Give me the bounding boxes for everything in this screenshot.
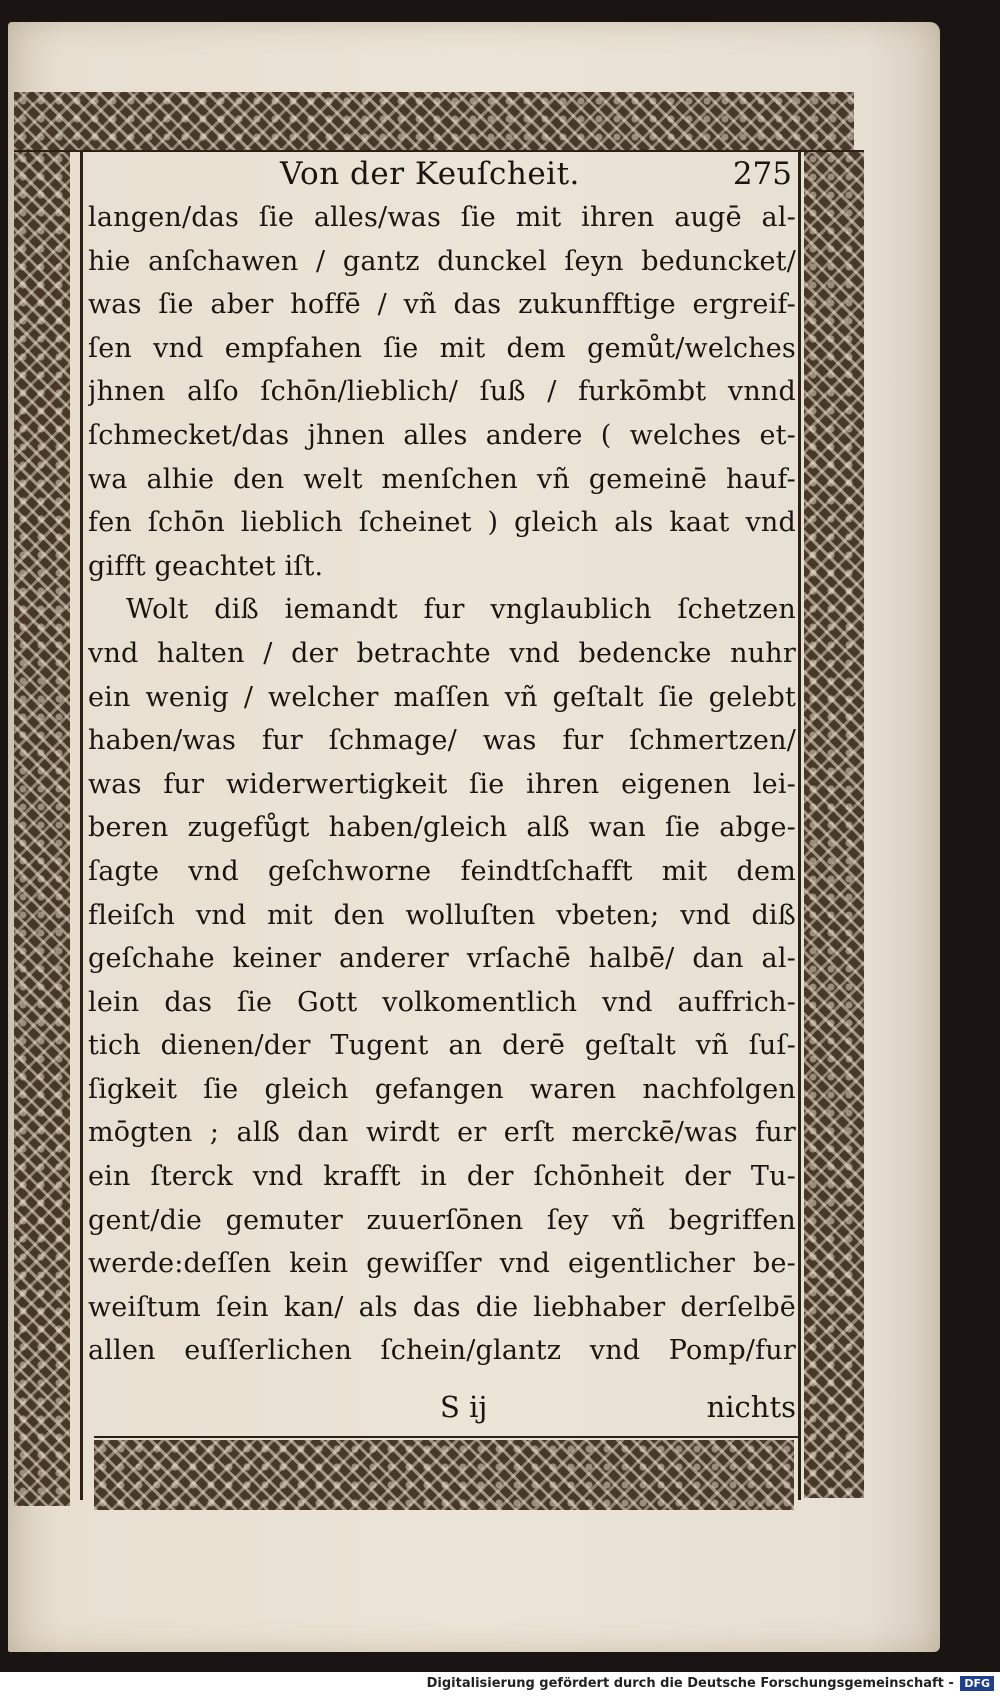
signature-mark: S ij [440, 1390, 488, 1424]
page-footer [90, 1390, 800, 1434]
text-line: beren zugefůgt haben/gleich alß wan ſie abge- [88, 812, 796, 844]
text-line: lein das ſie Gott volkomentlich vnd auffrich- [88, 986, 796, 1018]
page-number: 275 [732, 156, 792, 192]
ornamental-border-bottom [94, 1440, 794, 1510]
text-line: ein wenig / welcher maſſen vñ geſtalt ſie gelebt [88, 681, 796, 713]
text-line: ein ſterck vnd krafft in der ſchōnheit der Tu- [88, 1161, 796, 1193]
digitization-credit [0, 1676, 994, 1696]
text-line: gifft geachtet iſt. [88, 550, 324, 582]
text-line: was fur widerwertigkeit ſie ihren eigenen lei- [88, 768, 796, 800]
text-line: allen euſſerlichen ſchein/glantz vnd Pomp/fur [88, 1335, 796, 1367]
text-line: was ſie aber hoffē / vñ das zukunfftige ergreif- [88, 289, 796, 321]
text-line: ſigkeit ſie gleich gefangen waren nachfolgen [88, 1073, 796, 1105]
text-line: mōgten ; alß dan wirdt er erſt merckē/was fur [88, 1117, 796, 1149]
text-line: weiſtum ſein kan/ als das die liebhaber derſelbē [88, 1291, 796, 1323]
ornamental-border-right [804, 150, 864, 1498]
credit-text: Digitalisierung gefördert durch die Deutsche Forschungsgemeinschaft - [426, 1676, 954, 1691]
text-line: werde:deſſen kein gewiſſer vnd eigentlicher be- [88, 1248, 796, 1280]
ornamental-border-left [14, 150, 70, 1506]
frame-rule-left [80, 150, 83, 1500]
frame-rule-right [798, 150, 801, 1500]
dfg-logo: DFG [960, 1676, 994, 1691]
text-line: langen/das ſie alles/was ſie mit ihren augē al- [88, 202, 796, 233]
text-line: geſchahe keiner anderer vrſachē halbē/ dan al- [88, 943, 796, 975]
page-header [90, 150, 800, 194]
text-line: ſagte vnd geſchworne feindtſchafft mit dem [88, 855, 796, 887]
text-line: hie anſchawen / gantz dunckel ſeyn beduncket/ [88, 245, 796, 277]
running-title: Von der Keuſcheit. [280, 156, 580, 192]
text-line: gent/die gemuter zuuerſōnen ſey vñ begriffen [88, 1204, 796, 1236]
text-line: vnd halten / der betrachte vnd bedencke nuhr [88, 637, 796, 669]
text-line: tich dienen/der Tugent an derē geſtalt vñ ſuſ- [88, 1030, 796, 1062]
text-line: haben/was fur ſchmage/ was fur ſchmertzen/ [88, 725, 796, 757]
text-line: wa alhie den welt menſchen vñ gemeinē hauf- [88, 463, 796, 495]
text-line: fen ſchōn lieblich ſcheinet ) gleich als kaat vnd [88, 507, 796, 539]
text-line: fleiſch vnd mit den wolluſten vbeten; vnd diß [88, 899, 796, 931]
text-line: jhnen alſo ſchōn/lieblich/ ſuß / furkōmbt vnnd [88, 376, 796, 408]
text-line: ſen vnd empfahen ſie mit dem gemůt/welches [88, 332, 796, 364]
frame-rule-bottom [94, 1436, 800, 1438]
text-line: ſchmecket/das jhnen alles andere ( welches et- [88, 419, 796, 451]
body-text [88, 196, 796, 1373]
catchword: nichts [706, 1390, 796, 1424]
text-line: Wolt diß iemandt fur vnglaublich ſchetzen [126, 594, 796, 626]
ornamental-border-top [14, 92, 854, 150]
